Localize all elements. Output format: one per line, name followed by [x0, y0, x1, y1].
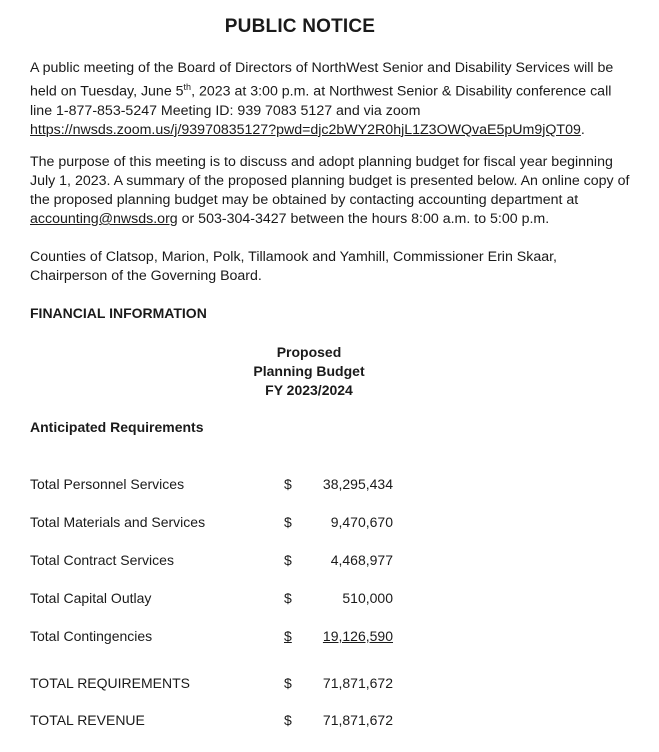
- amount-value: 9,470,670: [330, 514, 393, 530]
- budget-row-total-revenue: [30, 712, 393, 732]
- column-header-line-2: Planning Budget: [253, 363, 365, 379]
- accounting-email-link[interactable]: accounting@nwsds.org: [30, 211, 178, 227]
- row-label: Total Materials and Services: [30, 514, 206, 530]
- amount-value: 71,871,672: [322, 712, 393, 728]
- meeting-text-b: , 2023 at 3:00 p.m. at Northwest Senior & Disability conference call line 1-877-853-5247 Meeting ID: 939 7083 5127 and via zoom: [30, 83, 612, 119]
- budget-row-total-requirements: [30, 675, 393, 695]
- amount-value: 19,126,590: [322, 628, 393, 644]
- amount-value: 38,295,434: [322, 476, 393, 492]
- budget-row-capital: [30, 590, 393, 610]
- row-amount: [284, 590, 393, 606]
- date-suffix: th: [183, 82, 192, 92]
- row-label: Total Personnel Services: [30, 476, 185, 492]
- amount-value: 4,468,977: [330, 552, 393, 568]
- column-header-line-3: FY 2023/2024: [265, 382, 353, 398]
- counties-paragraph: Counties of Clatsop, Marion, Polk, Tillamook and Yamhill, Commissioner Erin Skaar, Chairperson of the Governing Board.: [30, 249, 557, 284]
- currency-symbol: $: [284, 476, 292, 492]
- budget-row-contract: [30, 552, 393, 572]
- notice-title: PUBLIC NOTICE: [224, 16, 376, 37]
- currency-symbol: $: [284, 675, 292, 691]
- row-amount: [284, 514, 393, 530]
- row-label: TOTAL REVENUE: [30, 712, 145, 728]
- row-label: Total Contract Services: [30, 552, 174, 568]
- budget-column-header: [244, 343, 374, 400]
- amount-value: 510,000: [342, 590, 393, 606]
- row-amount: [284, 675, 393, 691]
- currency-symbol: $: [284, 712, 292, 728]
- amount-value: 71,871,672: [322, 675, 393, 691]
- currency-symbol: $: [284, 628, 292, 644]
- row-label: Total Capital Outlay: [30, 590, 152, 606]
- currency-symbol: $: [284, 514, 292, 530]
- purpose-paragraph: [30, 153, 635, 229]
- budget-row-personnel: [30, 476, 393, 496]
- purpose-text-a: The purpose of this meeting is to discuss and adopt planning budget for fiscal year beginning July 1, 2023. A summary of the proposed planning budget is presented below. An online copy of the proposed planning budget may be obtained by contacting accounting department at: [30, 154, 630, 208]
- row-label: Total Contingencies: [30, 628, 153, 644]
- row-amount: [284, 712, 393, 728]
- budget-row-materials: [30, 514, 393, 534]
- meeting-text-end: .: [580, 121, 585, 138]
- financial-information-heading: FINANCIAL INFORMATION: [30, 305, 207, 321]
- anticipated-requirements-heading: Anticipated Requirements: [30, 419, 204, 435]
- zoom-link[interactable]: https://nwsds.zoom.us/j/93970835127?pwd=djc2bWY2R0hjL1Z3OWQvaE5pUm9jQT09: [30, 121, 581, 138]
- row-amount: [284, 552, 393, 568]
- column-header-line-1: Proposed: [276, 344, 342, 360]
- currency-symbol: $: [284, 552, 292, 568]
- meeting-text-a: A public meeting of the Board of Directors of NorthWest Senior and Disability Services will be held on Tuesday, June 5: [30, 60, 614, 100]
- budget-row-contingencies: [30, 628, 393, 648]
- meeting-paragraph: [30, 59, 635, 140]
- row-label: TOTAL REQUIREMENTS: [30, 675, 190, 691]
- row-amount: [284, 628, 393, 644]
- row-amount: [284, 476, 393, 492]
- currency-symbol: $: [284, 590, 292, 606]
- purpose-text-b: or 503-304-3427 between the hours 8:00 a.m. to 5:00 p.m.: [177, 211, 550, 227]
